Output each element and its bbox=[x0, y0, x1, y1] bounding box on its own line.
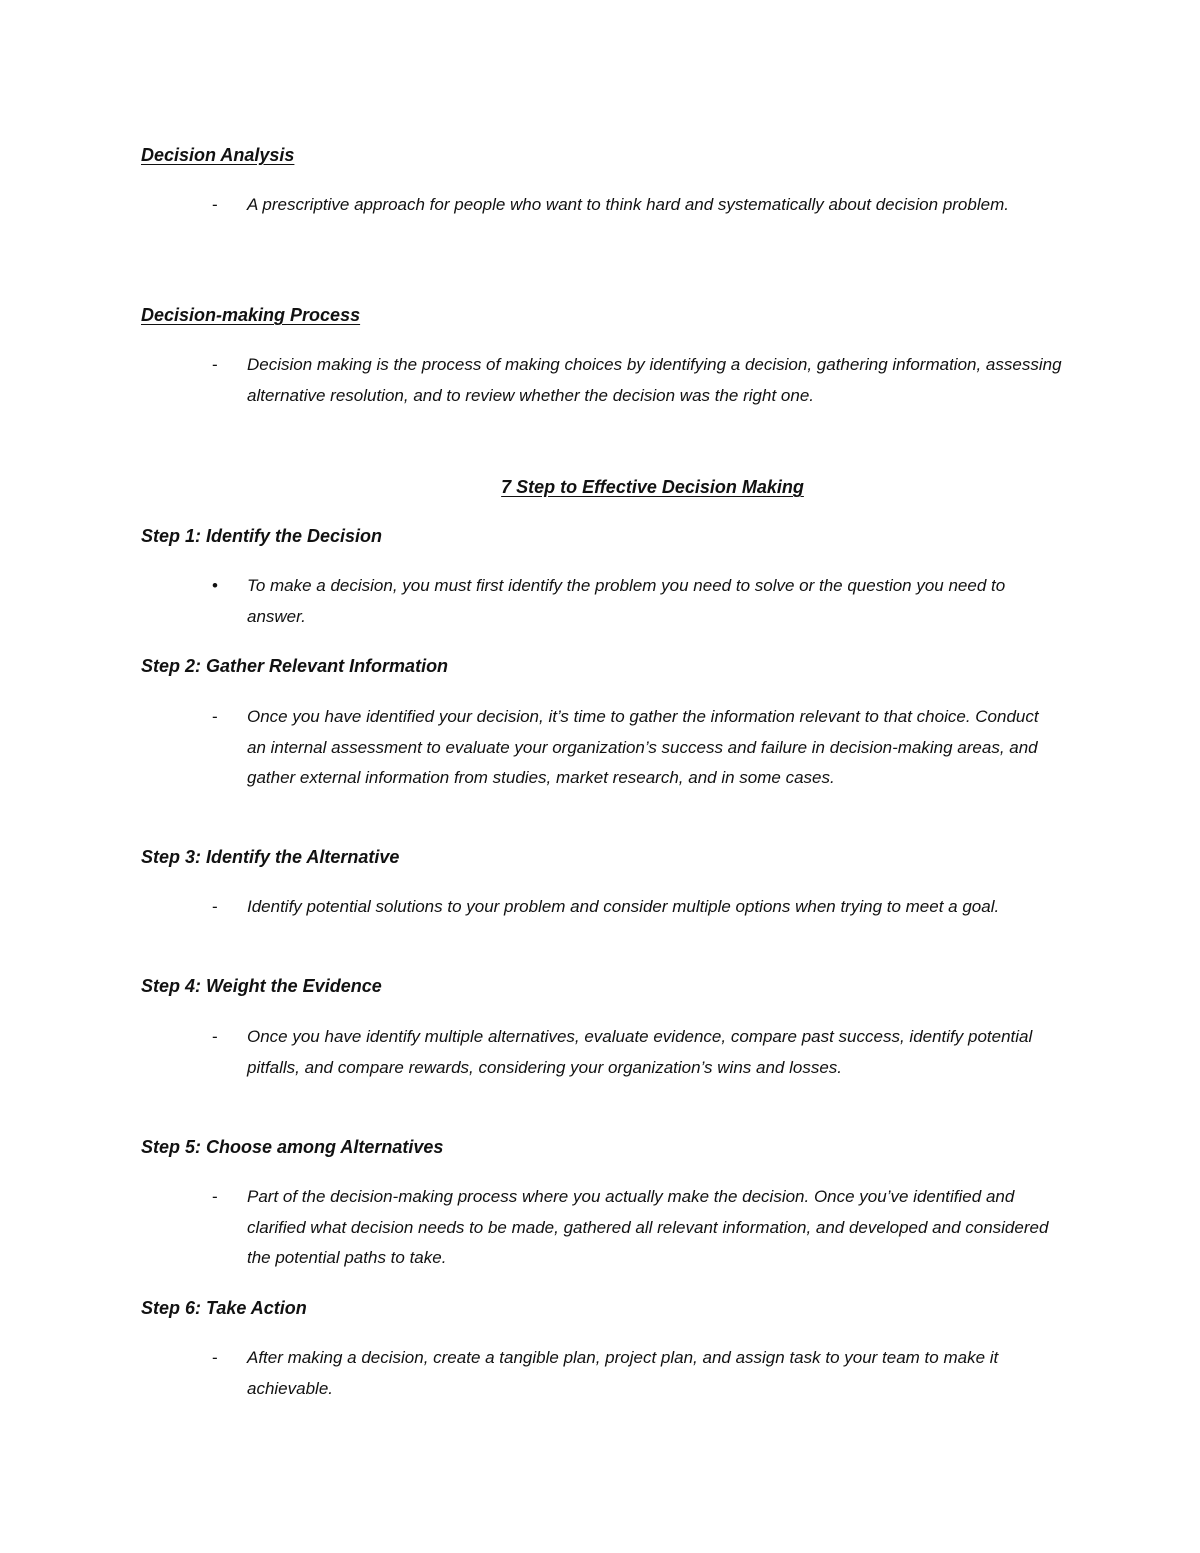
decision-analysis-text: A prescriptive approach for people who want to think hard and systematically about decision problem. bbox=[247, 195, 1009, 214]
steps-title: 7 Step to Effective Decision Making bbox=[501, 477, 804, 497]
step-6-text: After making a decision, create a tangible plan, project plan, and assign task to your team to make it achievable. bbox=[247, 1348, 999, 1398]
bullet-marker: - bbox=[212, 707, 218, 726]
bullet-marker: - bbox=[212, 897, 218, 916]
bullet-marker: - bbox=[212, 355, 218, 374]
bullet-marker: - bbox=[212, 195, 218, 214]
bullet-marker: - bbox=[212, 1187, 218, 1206]
step-2-heading: Step 2: Gather Relevant Information bbox=[141, 656, 449, 676]
step-3-text: Identify potential solutions to your problem and consider multiple options when trying to meet a goal. bbox=[247, 897, 1000, 916]
step-6-heading: Step 6: Take Action bbox=[141, 1298, 307, 1318]
step-3-heading: Step 3: Identify the Alternative bbox=[141, 847, 400, 867]
step-5-text: Part of the decision-making process where you actually make the decision. Once you’ve identified and clarified what decision needs to be made, gathered all relevant information, and developed and considered the potential paths to take. bbox=[247, 1187, 1049, 1267]
bullet-marker: - bbox=[212, 1027, 218, 1046]
decision-process-text: Decision making is the process of making choices by identifying a decision, gathering information, assessing alternative resolution, and to review whether the decision was the right one. bbox=[247, 355, 1062, 405]
bullet-marker: - bbox=[212, 1348, 218, 1367]
decision-process-heading: Decision-making Process bbox=[141, 305, 361, 325]
step-1-heading: Step 1: Identify the Decision bbox=[141, 526, 383, 546]
step-5-heading: Step 5: Choose among Alternatives bbox=[141, 1137, 444, 1157]
step-2-text: Once you have identified your decision, it’s time to gather the information relevant to that choice. Conduct an internal assessment to evaluate your organization’s success and failure in decision-making areas, and gather external information from studies, market research, and in some cases. bbox=[247, 707, 1039, 787]
step-4-text: Once you have identify multiple alternatives, evaluate evidence, compare past success, identify potential pitfalls, and compare rewards, considering your organization’s wins and losses. bbox=[247, 1027, 1033, 1077]
bullet-marker: • bbox=[212, 576, 218, 595]
step-1-text: To make a decision, you must first identify the problem you need to solve or the question you need to answer. bbox=[247, 576, 1006, 626]
step-4-heading: Step 4: Weight the Evidence bbox=[141, 976, 382, 996]
decision-analysis-heading: Decision Analysis bbox=[141, 145, 295, 165]
